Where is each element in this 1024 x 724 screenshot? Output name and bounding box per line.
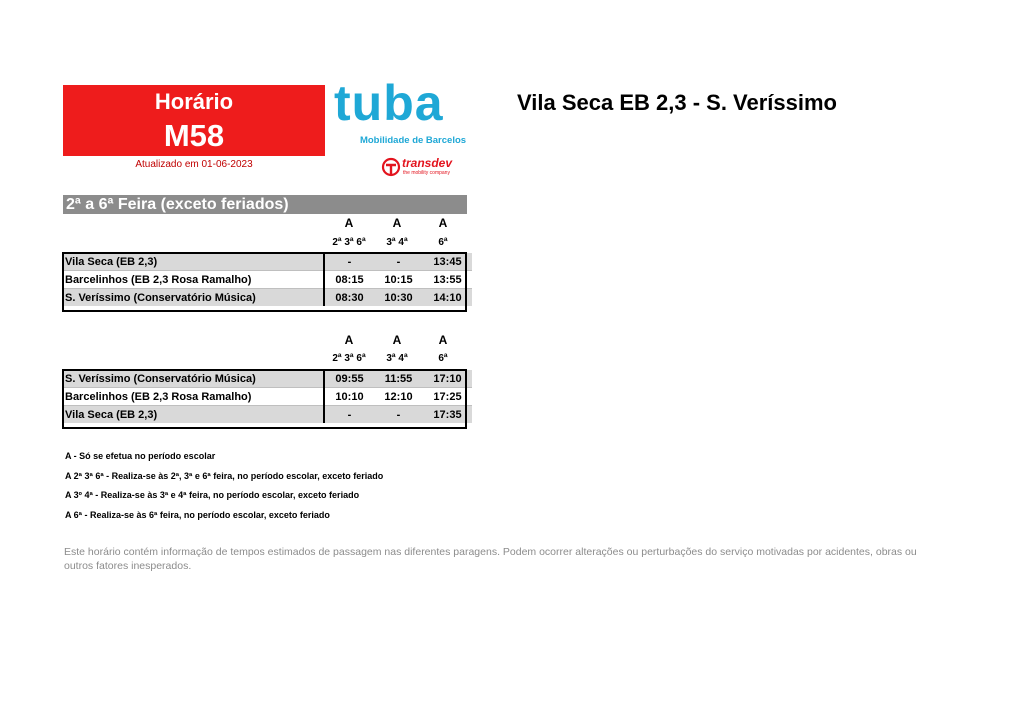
outbound-timetable bbox=[62, 253, 472, 306]
time-cell: 08:15 bbox=[324, 271, 374, 289]
stop-name: S. Veríssimo (Conservatório Música) bbox=[62, 289, 324, 307]
brand-subtitle: Mobilidade de Barcelos bbox=[359, 135, 467, 146]
legend-note: A 2ª 3ª 6ª - Realiza-se às 2ª, 3ª e 6ª feira, no período escolar, exceto feriado bbox=[65, 471, 384, 481]
table-row bbox=[62, 388, 472, 406]
time-cell: - bbox=[374, 406, 423, 424]
time-cell: 08:30 bbox=[324, 289, 374, 307]
column-days: 3ª 4ª bbox=[386, 353, 408, 364]
route-code: M58 bbox=[163, 118, 225, 153]
stop-name: Vila Seca (EB 2,3) bbox=[62, 253, 324, 271]
time-cell: 11:55 bbox=[374, 370, 423, 388]
time-cell: 10:30 bbox=[374, 289, 423, 307]
stop-name: Vila Seca (EB 2,3) bbox=[62, 406, 324, 424]
stop-name: S. Veríssimo (Conservatório Música) bbox=[62, 370, 324, 388]
time-cell: 13:45 bbox=[423, 253, 472, 271]
disclaimer-text: Este horário contém informação de tempos estimados de passagem nas diferentes paragens. Podem ocorrer alterações ou perturbações do serviço motivadas por acidentes, obras ou outros fatores inesperados. bbox=[64, 546, 917, 572]
transdev-logo bbox=[380, 156, 453, 183]
time-cell: - bbox=[324, 406, 374, 424]
time-cell: 12:10 bbox=[374, 388, 423, 406]
time-cell: 17:35 bbox=[423, 406, 472, 424]
column-days: 6ª bbox=[438, 237, 448, 248]
column-days: 2ª 3ª 6ª bbox=[332, 237, 366, 248]
time-cell: - bbox=[324, 253, 374, 271]
time-cell: 14:10 bbox=[423, 289, 472, 307]
day-type-bar: 2ª a 6ª Feira (exceto feriados) bbox=[63, 195, 467, 214]
return-timetable bbox=[62, 370, 472, 423]
time-cell: - bbox=[374, 253, 423, 271]
stop-name: Barcelinhos (EB 2,3 Rosa Ramalho) bbox=[62, 271, 324, 289]
column-code: A bbox=[392, 216, 402, 230]
legend-note: A - Só se efetua no período escolar bbox=[65, 451, 216, 461]
column-days: 6ª bbox=[438, 353, 448, 364]
column-code: A bbox=[344, 216, 354, 230]
route-title: Vila Seca EB 2,3 - S. Veríssimo bbox=[517, 90, 837, 115]
time-cell: 17:10 bbox=[423, 370, 472, 388]
route-header-box bbox=[63, 85, 325, 156]
operator-name: transdev bbox=[402, 156, 453, 170]
updated-date: Atualizado em 01-06-2023 bbox=[135, 159, 253, 170]
operator-tagline: the mobility company bbox=[403, 170, 450, 176]
legend-note: A 3º 4ª - Realiza-se às 3ª e 4ª feira, no período escolar, exceto feriado bbox=[65, 490, 360, 500]
legend-note: A 6ª - Realiza-se às 6ª feira, no período escolar, exceto feriado bbox=[65, 510, 330, 520]
tuba-logo: tuba bbox=[334, 75, 444, 131]
transdev-icon bbox=[380, 156, 402, 178]
column-code: A bbox=[392, 333, 402, 347]
table-row bbox=[62, 289, 472, 307]
column-code: A bbox=[438, 333, 448, 347]
time-cell: 17:25 bbox=[423, 388, 472, 406]
column-days: 3ª 4ª bbox=[386, 237, 408, 248]
time-cell: 10:15 bbox=[374, 271, 423, 289]
column-days: 2ª 3ª 6ª bbox=[332, 353, 366, 364]
column-code: A bbox=[344, 333, 354, 347]
table-row bbox=[62, 406, 472, 424]
schedule-label: Horário bbox=[154, 89, 234, 114]
table-row bbox=[62, 253, 472, 271]
time-cell: 09:55 bbox=[324, 370, 374, 388]
stop-name: Barcelinhos (EB 2,3 Rosa Ramalho) bbox=[62, 388, 324, 406]
table-row bbox=[62, 370, 472, 388]
column-code: A bbox=[438, 216, 448, 230]
time-cell: 10:10 bbox=[324, 388, 374, 406]
time-cell: 13:55 bbox=[423, 271, 472, 289]
table-row bbox=[62, 271, 472, 289]
